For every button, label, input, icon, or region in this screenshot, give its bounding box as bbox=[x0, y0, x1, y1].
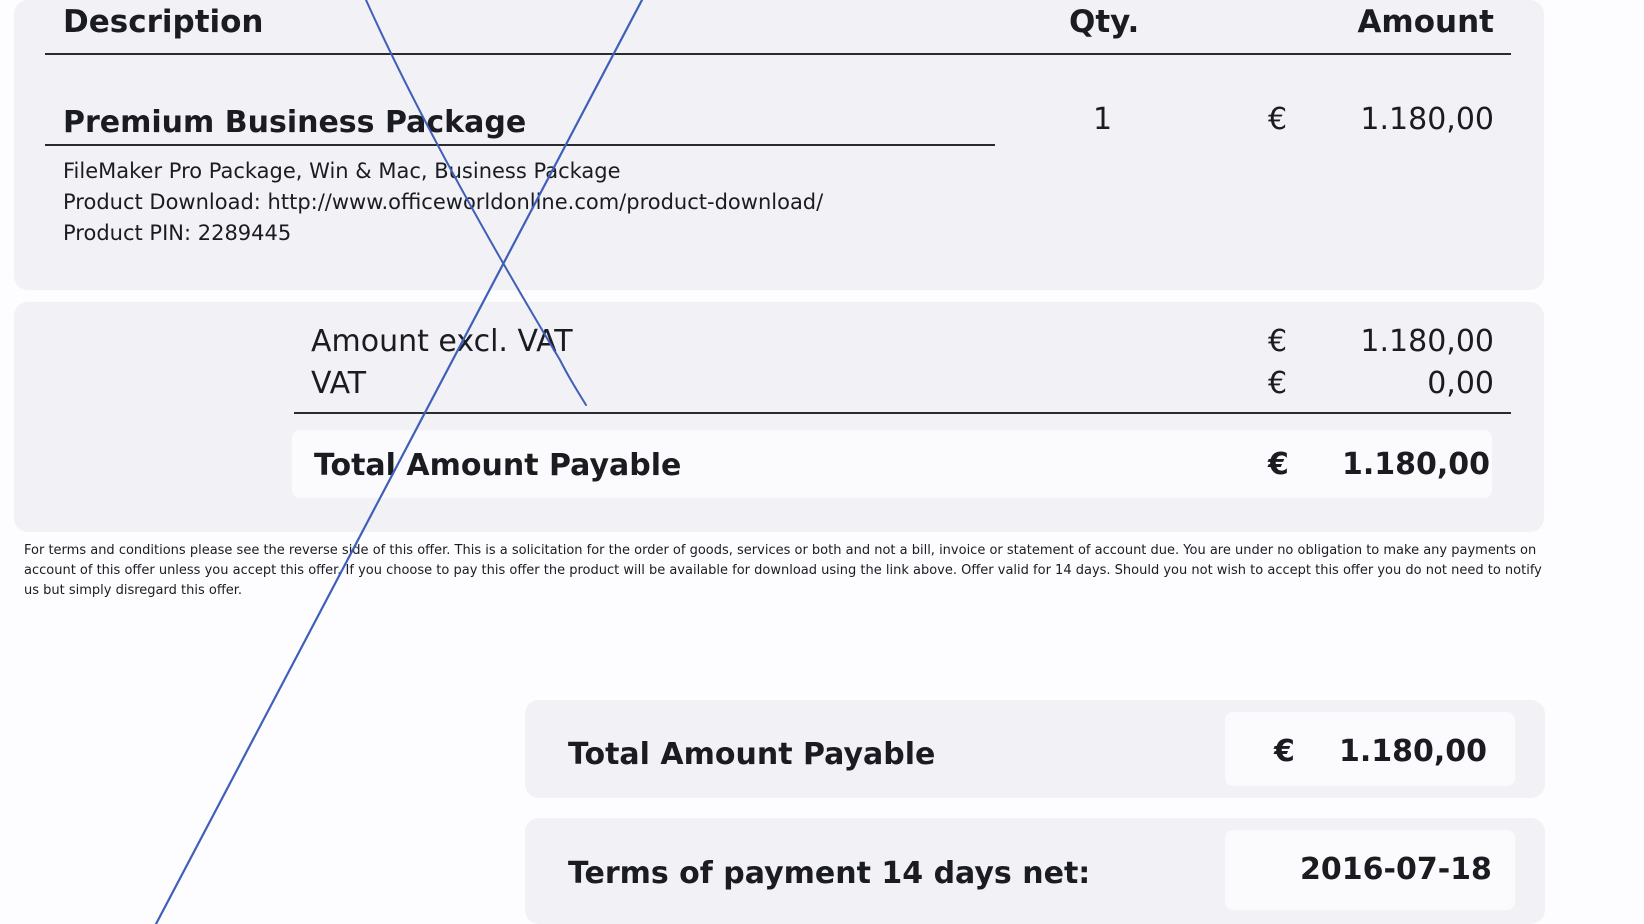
column-header-qty: Qty. bbox=[1069, 4, 1140, 40]
amount-excl-vat-label: Amount excl. VAT bbox=[311, 324, 573, 359]
vat-value: 0,00 bbox=[1427, 366, 1494, 401]
amount-excl-vat-value: 1.180,00 bbox=[1360, 324, 1494, 359]
amount-due-currency: € bbox=[1274, 734, 1295, 769]
amount-due-label: Total Amount Payable bbox=[568, 737, 936, 772]
total-amount-currency: € bbox=[1268, 447, 1289, 482]
total-amount-value: 1.180,00 bbox=[1341, 447, 1490, 482]
item-amount: 1.180,00 bbox=[1360, 102, 1494, 137]
item-title: Premium Business Package bbox=[63, 105, 527, 140]
pen-stroke-long bbox=[156, 0, 642, 924]
vat-label: VAT bbox=[311, 366, 367, 401]
column-header-description: Description bbox=[63, 4, 264, 40]
item-detail-pin: Product PIN: 2289445 bbox=[63, 221, 292, 245]
column-header-amount: Amount bbox=[1357, 4, 1494, 40]
amount-due-value: 1.180,00 bbox=[1338, 734, 1487, 769]
total-amount-label: Total Amount Payable bbox=[314, 448, 682, 483]
payment-terms-date: 2016-07-18 bbox=[1300, 852, 1492, 887]
item-detail-download: Product Download: http://www.officeworldonline.com/product-download/ bbox=[63, 190, 824, 214]
pen-stroke-short bbox=[366, 0, 586, 405]
payment-terms-label: Terms of payment 14 days net: bbox=[568, 856, 1091, 891]
item-qty: 1 bbox=[1093, 102, 1113, 137]
amount-excl-vat-currency: € bbox=[1268, 324, 1288, 359]
item-currency: € bbox=[1268, 102, 1288, 137]
vat-currency: € bbox=[1268, 366, 1288, 401]
item-detail-package: FileMaker Pro Package, Win & Mac, Business Package bbox=[63, 159, 621, 183]
terms-fine-print: For terms and conditions please see the reverse side of this offer. This is a solicitation for the order of goods, services or both and not a bill, invoice or statement of account due. You are under no obligation to make any payments on account of this offer unless you accept this offer. If you choose to pay this offer the product will be available for download using the link above. Offer valid for 14 days. Should you not wish to accept this offer you do not need to notify us but simply disregard this offer. bbox=[24, 543, 1542, 598]
